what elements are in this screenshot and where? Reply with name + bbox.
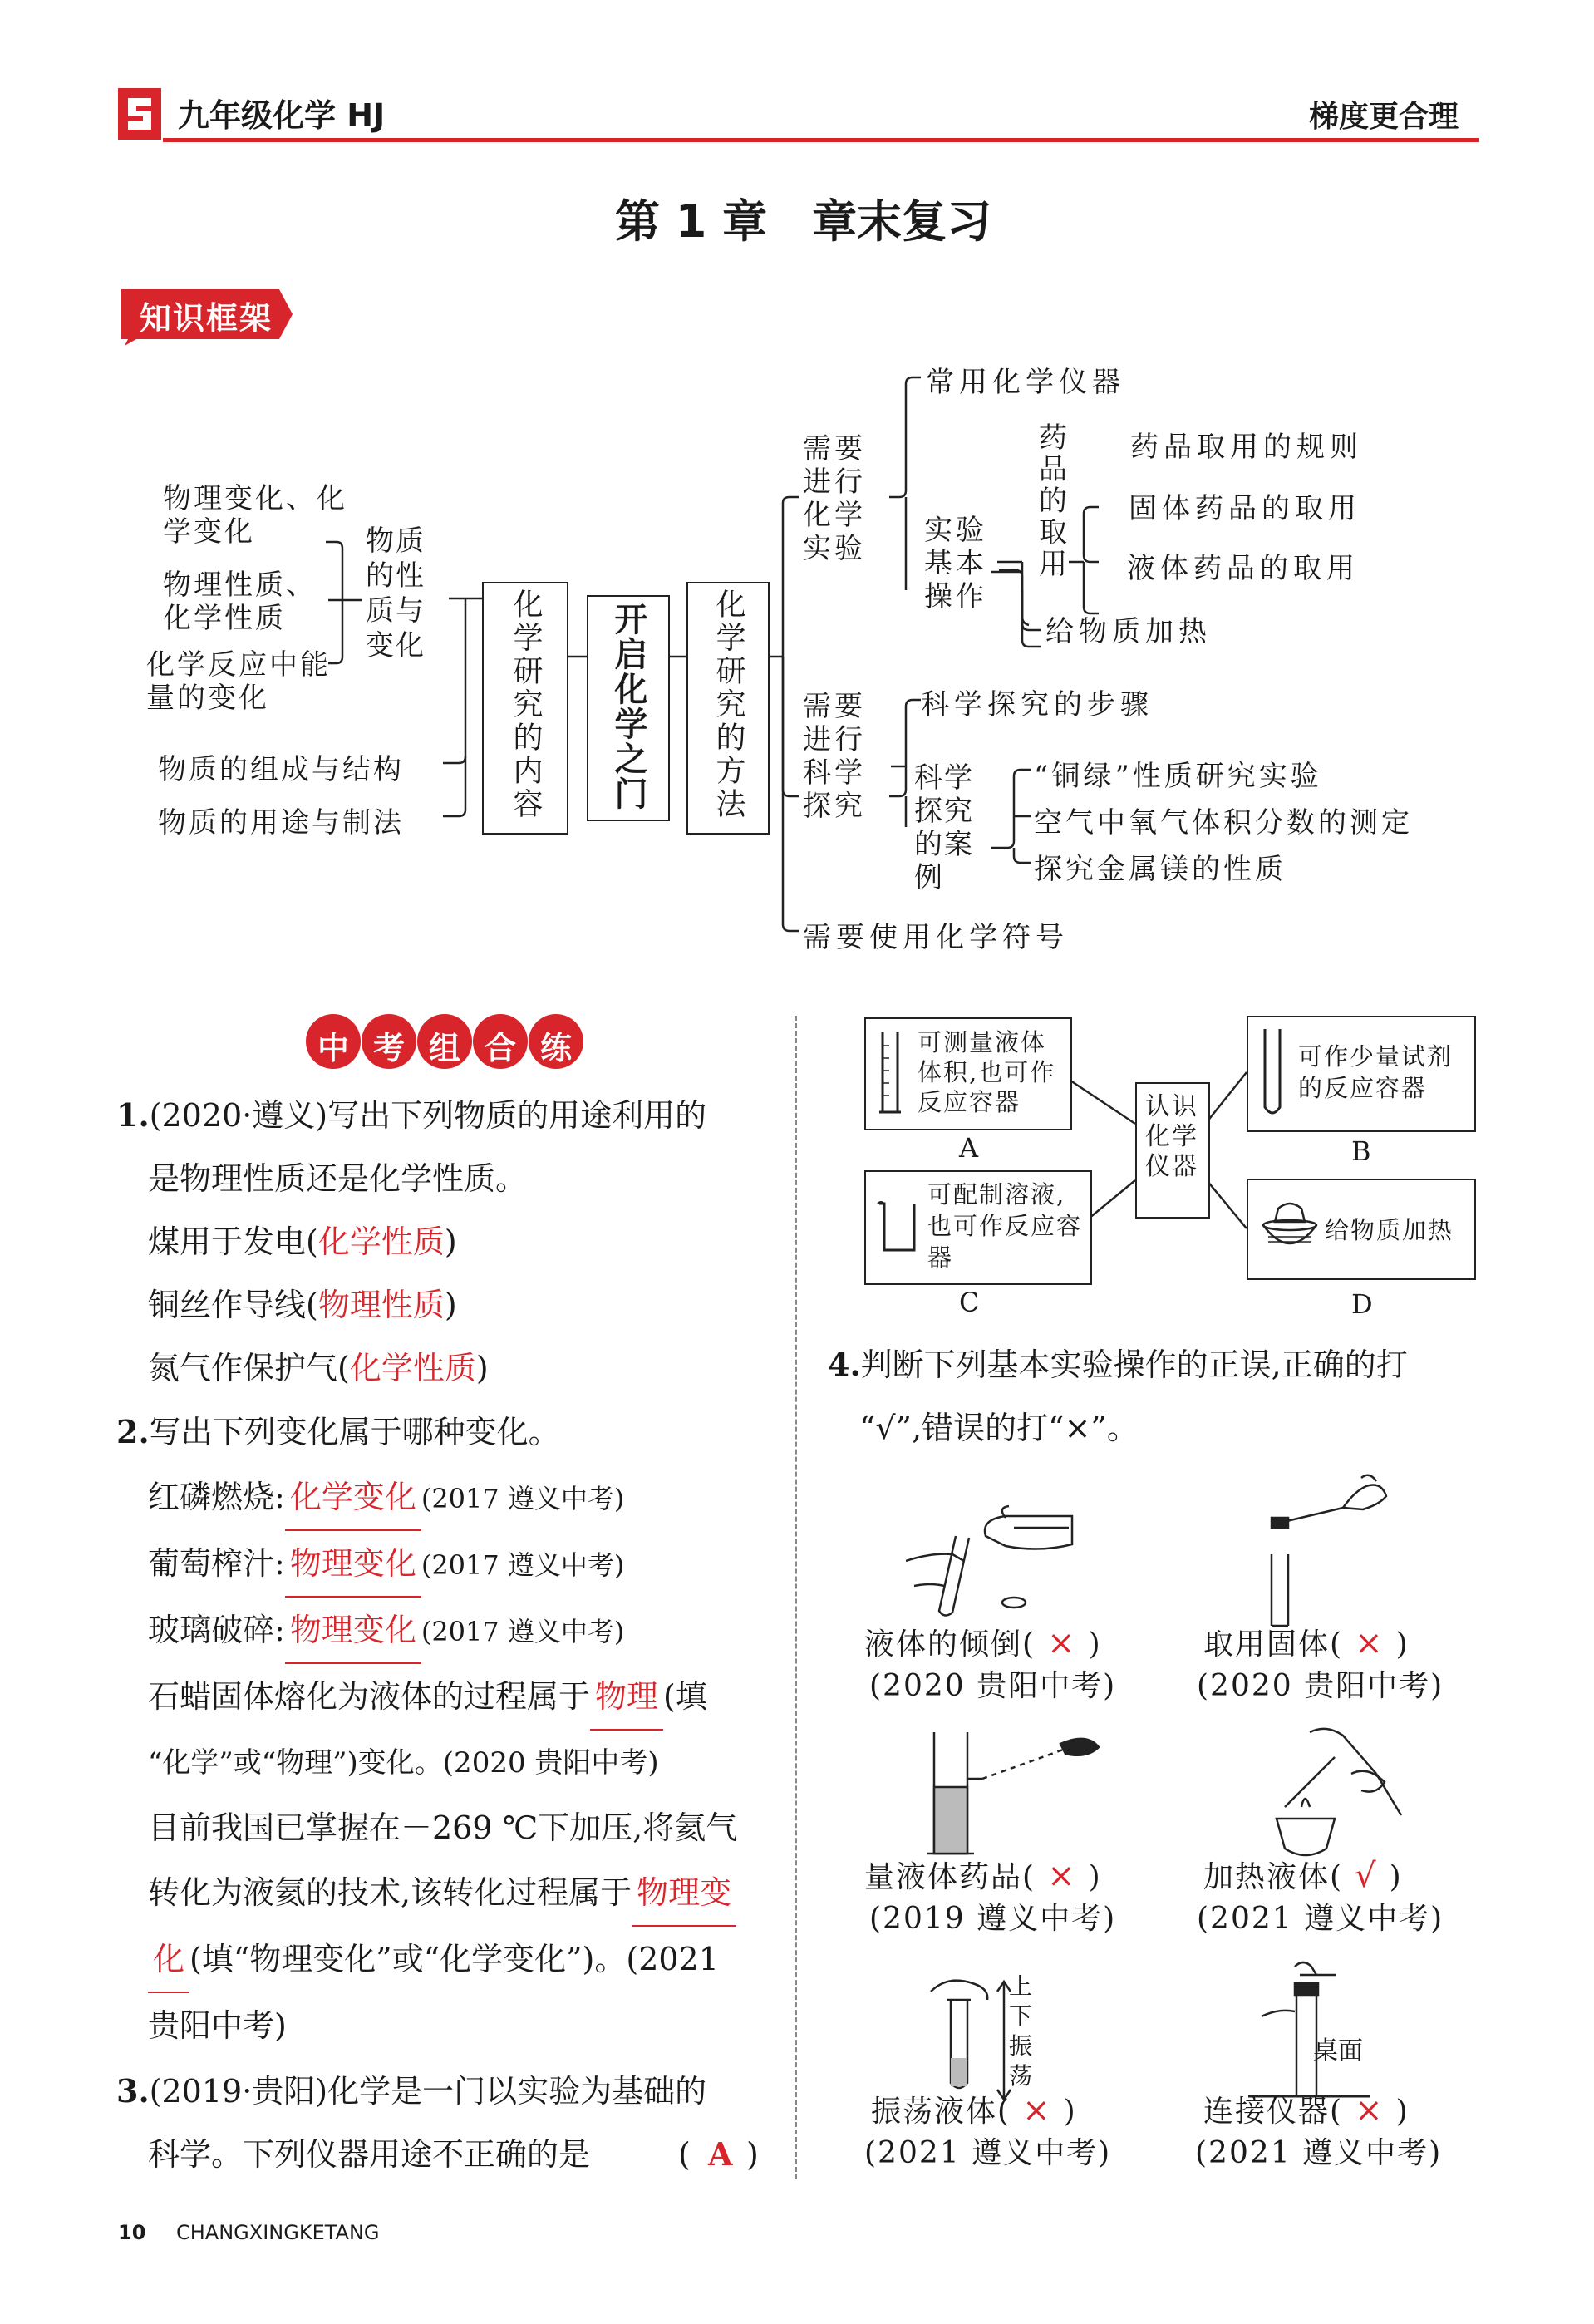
q1-num: 1. [116,1096,150,1134]
instrument-b-letter: B [1351,1135,1371,1167]
q4-item-3: 量液体药品( × ) [864,1857,1102,1895]
q4-item-6: 连接仪器( × ) [1203,2091,1410,2130]
q4-src-6: (2021 遵义中考) [1195,2136,1443,2170]
q3-stem: (2019·贵阳)化学是一门以实验为基础的 [149,2073,707,2110]
branch1-ops-label: 实验基本操作 [924,514,987,613]
branch1-top: 常用化学仪器 [926,366,1125,399]
q4-item-4: 加热液体( √ ) [1203,1857,1403,1895]
center-box: 开启化学之门 [587,595,670,821]
q1-stem2: 是物理性质还是化学性质。 [148,1160,528,1197]
branch2-label: 需要进行科学探究 [803,690,866,823]
instrument-c-letter: C [959,1287,980,1318]
instrument-d-letter: D [1351,1288,1373,1320]
pour-liquid-illustration [906,1503,1080,1627]
q2-para-4b: “化学”或“物理”)变化。(2020 贵阳中考) [148,1746,659,1780]
desk-note: 桌面 [1313,2036,1363,2066]
shake-liquid-illustration [922,1967,997,2091]
q2-item-1: 红磷燃烧: 化学变化 (2017 遵义中考) [116,1465,781,1531]
page-title: 第 1 章 章末复习 [615,195,992,248]
book-title: 九年级化学 HJ [178,97,386,134]
q1-stem: (2020·遵义)写出下列物质的用途利用的 [149,1097,707,1134]
q4-src-5: (2021 遵义中考) [864,2136,1112,2170]
q2-item-3: 玻璃破碎: 物理变化 (2017 遵义中考) [116,1598,781,1664]
q4-mark-1[interactable]: × [1047,1624,1077,1662]
q1-answer-2[interactable]: 物理性质 [317,1287,445,1323]
q1-item-3: 氮气作保护气(化学性质) [148,1350,489,1386]
section-badge-text: 知识框架 [140,299,273,337]
beaker-icon [876,1200,919,1255]
branch1-drug-label: 药品的取用 [1039,421,1067,581]
drug-item-1: 药品取用的规则 [1130,431,1363,464]
test-tube-icon [1260,1027,1285,1120]
shake-note: 上 下 振 荡 [1009,1972,1033,2090]
instrument-box-c [864,1170,1092,1285]
q4-src-1: (2020 贵阳中考) [869,1669,1117,1703]
q1-item-1: 煤用于发电(化学性质) [148,1224,457,1260]
branch2-case-label: 科学探究的案例 [914,761,974,894]
left-item-3: 化学反应中能量的变化 [146,648,331,715]
q4-src-3: (2019 遵义中考) [869,1902,1117,1936]
q4-stem: 判断下列基本实验操作的正误,正确的打 [860,1347,1408,1383]
badge-char-5: 练 [540,1030,573,1066]
connect-apparatus-illustration [1245,1958,1378,2100]
q4-mark-3[interactable]: × [1047,1857,1077,1895]
branch2-top: 科学探究的步骤 [921,688,1154,721]
q2-item-2: 葡萄榨汁: 物理变化 (2017 遵义中考) [116,1531,781,1598]
drug-item-2: 固体药品的取用 [1129,492,1361,525]
instrument-box-d [1247,1179,1476,1280]
left-item-2: 物理性质、化学性质 [163,569,317,635]
evaporating-dish-icon [1257,1197,1323,1263]
instrument-box-b [1247,1016,1476,1132]
q4-num: 4. [828,1346,861,1383]
q2-para-4: 石蜡固体熔化为液体的过程属于 物理 (填 [116,1664,781,1731]
badge-char-2: 考 [373,1030,406,1066]
q4-mark-6[interactable]: × [1355,2091,1385,2130]
instrument-a-text: 可测量液体体积,也可作反应容器 [918,1028,1056,1116]
q2-para-5d: 贵阳中考) [148,2007,287,2044]
measure-liquid-illustration [924,1729,1107,1862]
left-item-1: 物理变化、化学变化 [163,482,347,549]
branch1-label: 需要进行化学实验 [803,432,866,565]
instrument-a-letter: A [959,1132,979,1164]
header-slogan: 梯度更合理 [1309,100,1459,134]
footer-brand: CHANGXINGKETANG [176,2221,380,2244]
q4-item-5: 振荡液体( × ) [871,2091,1077,2130]
q4-mark-4[interactable]: √ [1355,1857,1378,1895]
branch3: 需要使用化学符号 [803,921,1069,954]
case-2: 空气中氧气体积分数的测定 [1034,806,1413,839]
instrument-d-text: 给物质加热 [1325,1216,1454,1244]
q4-item-1: 液体的倾倒( × ) [864,1624,1102,1662]
page-number: 10 [118,2221,146,2244]
q3-num: 3. [116,2072,150,2110]
q3-answer[interactable]: A [708,2135,733,2173]
q2-num: 2. [116,1413,150,1450]
q2-answer-3[interactable]: 物理变化 [285,1598,421,1664]
left-box: 化学研究的内容 [482,582,568,835]
case-3: 探究金属镁的性质 [1034,853,1287,886]
left-direct-2: 物质的用途与制法 [158,806,404,839]
q2-answer-5a[interactable]: 物理变 [632,1860,736,1927]
instrument-c-text: 可配制溶液,也可作反应容器 [927,1180,1083,1272]
badge-char-3: 组 [429,1030,461,1066]
q2-para-5a: 目前我国已掌握在－269 ℃下加压,将氦气 [148,1809,738,1846]
right-box: 化学研究的方法 [686,582,770,835]
heat-liquid-illustration [1252,1724,1410,1865]
branch1-heat: 给物质加热 [1045,615,1212,648]
q2-answer-2[interactable]: 物理变化 [285,1531,421,1598]
instrument-b-text: 可作少量试剂的反应容器 [1298,1042,1454,1102]
take-solid-illustration [1263,1471,1396,1629]
q1-answer-1[interactable]: 化学性质 [317,1224,445,1260]
q2-para-5c: 化 (填“物理变化”或“化学变化”)。(2021 [116,1927,781,1993]
question-4 [828,1333,1493,1460]
graduated-cylinder-icon [878,1029,903,1120]
q4-mark-5[interactable]: × [1022,2091,1052,2130]
q2-stem: 写出下列变化属于哪种变化。 [149,1414,560,1450]
drug-item-3: 液体药品的取用 [1127,552,1360,585]
q2-para-5b: 转化为液氦的技术,该转化过程属于 物理变 [116,1860,781,1927]
q4-item-2: 取用固体( × ) [1203,1624,1410,1662]
q4-src-4: (2021 遵义中考) [1197,1902,1444,1936]
q1-item-2: 铜丝作导线(物理性质) [148,1287,457,1323]
q4-stem2: “√”,错误的打“×”。 [859,1410,1139,1446]
left-group-label: 物质的性质与变化 [366,524,426,662]
badge-char-4: 合 [485,1030,517,1066]
instrument-box-a [864,1017,1072,1130]
q4-mark-2[interactable]: × [1355,1624,1385,1662]
q2-answer-4[interactable]: 物理 [590,1664,663,1731]
q2-answer-5b[interactable]: 化 [148,1927,189,1993]
q4-src-2: (2020 贵阳中考) [1197,1669,1444,1703]
badge-char-1: 中 [317,1030,350,1066]
case-1: “铜绿”性质研究实验 [1034,760,1322,793]
instrument-center-box: 认识化学仪器 [1135,1082,1210,1219]
q3-stem2-row: 科学。下列仪器用途不正确的是 ( A ) [116,2123,773,2186]
q1-answer-3[interactable]: 化学性质 [349,1350,476,1386]
left-direct-1: 物质的组成与结构 [158,753,404,786]
q2-answer-1[interactable]: 化学变化 [285,1465,421,1531]
